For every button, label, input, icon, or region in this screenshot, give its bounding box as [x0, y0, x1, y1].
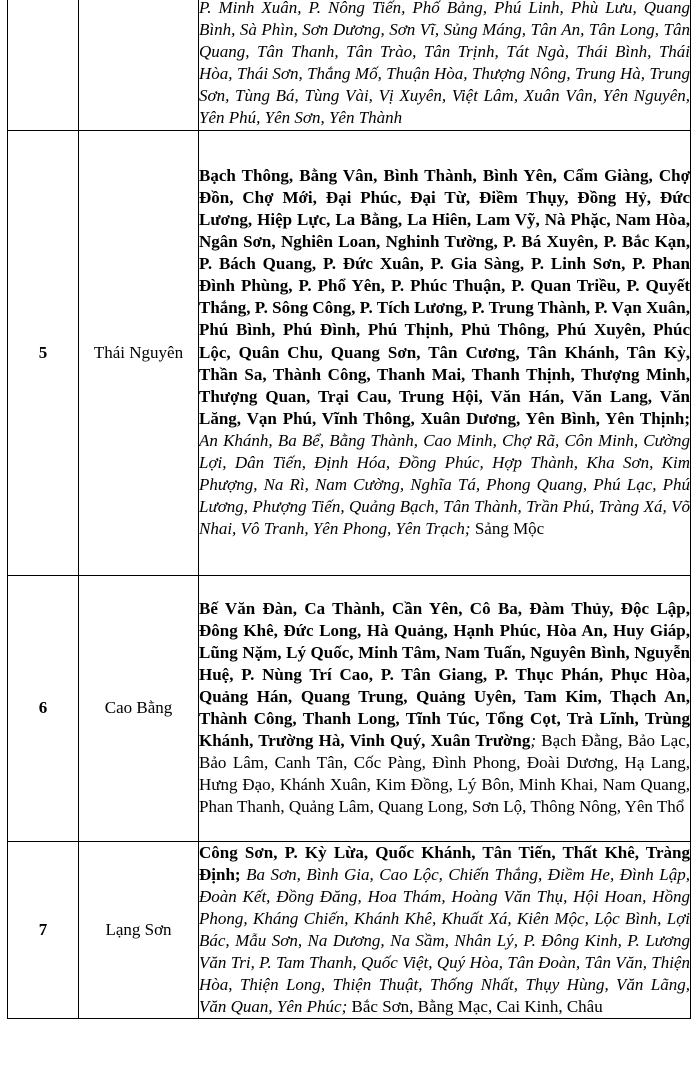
table-row-continued: [8, 0, 691, 130]
province-name: Thái Nguyên: [79, 130, 199, 575]
commune-normal: Bắc Sơn, Bằng Mạc, Cai Kinh, Châu: [347, 997, 603, 1017]
commune-bold: Công Sơn, P. Kỳ Lừa, Quốc Khánh, Tân Tiến, Thất Khê, Tràng Định;: [199, 842, 690, 884]
row-number: 7: [8, 841, 79, 1019]
commune-table: [7, 0, 691, 1019]
commune-list: [199, 575, 691, 841]
province-name: Cao Bằng: [79, 575, 199, 841]
row-number: 6: [8, 575, 79, 841]
row-number: 5: [8, 130, 79, 575]
commune-italic: ;: [530, 731, 537, 751]
province-name: [79, 0, 199, 130]
commune-list: [199, 841, 691, 1019]
commune-italic: P. Minh Xuân, P. Nông Tiến, Phố Bảng, Phú Linh, Phù Lưu, Quang Bình, Sà Phìn, Sơn Dương, Sơn Vĩ, Sủng Máng, Tân An, Tân Long, Tân Quang, Tân Thanh, Tân Trào, Tân Trịnh, Tát Ngà, Thái Bình, Thái Hòa, Thái Sơn, Thắng Mố, Thuận Hòa, Thượng Nông, Trung Hà, Trung Sơn, Tùng Bá, Tùng Vài, Vị Xuyên, Việt Lâm, Xuân Vân, Yên Nguyên, Yên Phú, Yên Sơn, Yên Thành: [199, 0, 690, 128]
commune-bold: Bạch Thông, Bằng Vân, Bình Thành, Bình Yên, Cẩm Giàng, Chợ Đồn, Chợ Mới, Đại Phúc, Đại Từ, Điềm Thụy, Đồng Hỷ, Đức Lương, Hiệp Lực, La Bằng, La Hiên, Lam Vỹ, Nà Phặc, Nam Hòa, Ngân Sơn, Nghiên Loan, Nghinh Tường, P. Bá Xuyên, P. Bắc Kạn, P. Bách Quang, P. Đức Xuân, P. Gia Sàng, P. Linh Sơn, P. Phan Đình Phùng, P. Phổ Yên, P. Phúc Thuận, P. Quan Triều, P. Quyết Thắng, P. Sông Công, P. Tích Lương, P. Trung Thành, P. Vạn Xuân, Phú Bình, Phú Đình, Phú Thịnh, Phủ Thông, Phú Xuyên, Phúc Lộc, Quân Chu, Quang Sơn, Tân Cương, Tân Khánh, Tân Kỳ, Thần Sa, Thành Công, Thanh Mai, Thanh Thịnh, Thượng Minh, Thượng Quan, Trại Cau, Trung Hội, Văn Hán, Văn Lang, Văn Lăng, Vạn Phú, Vĩnh Thông, Xuân Dương, Yên Bình, Yên Thịnh;: [199, 165, 690, 428]
commune-italic: Ba Sơn, Bình Gia, Cao Lộc, Chiến Thắng, Điềm He, Đình Lập, Đoàn Kết, Đồng Đăng, Hoa Thám, Hoàng Văn Thụ, Hội Hoan, Hồng Phong, Kháng Chiến, Khánh Khê, Khuất Xá, Kiên Mộc, Lộc Bình, Lợi Bác, Mẫu Sơn, Na Dương, Na Sầm, Nhân Lý, P. Đông Kinh, P. Lương Văn Tri, P. Tam Thanh, Quốc Việt, Quý Hòa, Tân Đoàn, Tân Văn, Thiện Hòa, Thiện Long, Thiện Thuật, Thống Nhất, Thụy Hùng, Văn Lãng, Văn Quan, Yên Phúc;: [199, 864, 690, 1017]
commune-list: [199, 130, 691, 575]
province-name: Lạng Sơn: [79, 841, 199, 1019]
commune-normal: Sảng Mộc: [470, 519, 545, 539]
table-row-thai-nguyen: [8, 130, 691, 575]
commune-bold: Bế Văn Đàn, Ca Thành, Cần Yên, Cô Ba, Đàm Thủy, Độc Lập, Đông Khê, Đức Long, Hà Quảng, Hạnh Phúc, Hòa An, Huy Giáp, Lũng Nặm, Lý Quốc, Minh Tâm, Nam Tuấn, Nguyên Bình, Nguyễn Huệ, P. Nùng Trí Cao, P. Tân Giang, P. Thục Phán, Phục Hòa, Quảng Hán, Quang Trung, Quảng Uyên, Tam Kim, Thạch An, Thành Công, Thanh Long, Tĩnh Túc, Tổng Cọt, Trà Lĩnh, Trùng Khánh, Trường Hà, Vinh Quý, Xuân Trường: [199, 598, 690, 751]
commune-list: [199, 0, 691, 130]
table-row-lang-son: [8, 841, 691, 1019]
commune-italic: An Khánh, Ba Bể, Bằng Thành, Cao Minh, Chợ Rã, Côn Minh, Cường Lợi, Dân Tiến, Định Hóa, Đồng Phúc, Hợp Thành, Kha Sơn, Kim Phượng, Na Rì, Nam Cường, Nghĩa Tá, Phong Quang, Phú Lạc, Phú Lương, Phượng Tiến, Quảng Bạch, Tân Thành, Trần Phú, Tràng Xá, Võ Nhai, Vô Tranh, Yên Phong, Yên Trạch;: [199, 430, 690, 539]
row-number: [8, 0, 79, 130]
commune-normal: Bạch Đằng, Bảo Lạc, Bảo Lâm, Canh Tân, Cốc Pàng, Đình Phong, Đoài Dương, Hạ Lang, Hưng Đạo, Khánh Xuân, Kim Đồng, Lý Bôn, Minh Khai, Nam Quang, Phan Thanh, Quảng Lâm, Quang Long, Sơn Lộ, Thông Nông, Yên Thổ: [199, 731, 690, 817]
table-row-cao-bang: [8, 575, 691, 841]
